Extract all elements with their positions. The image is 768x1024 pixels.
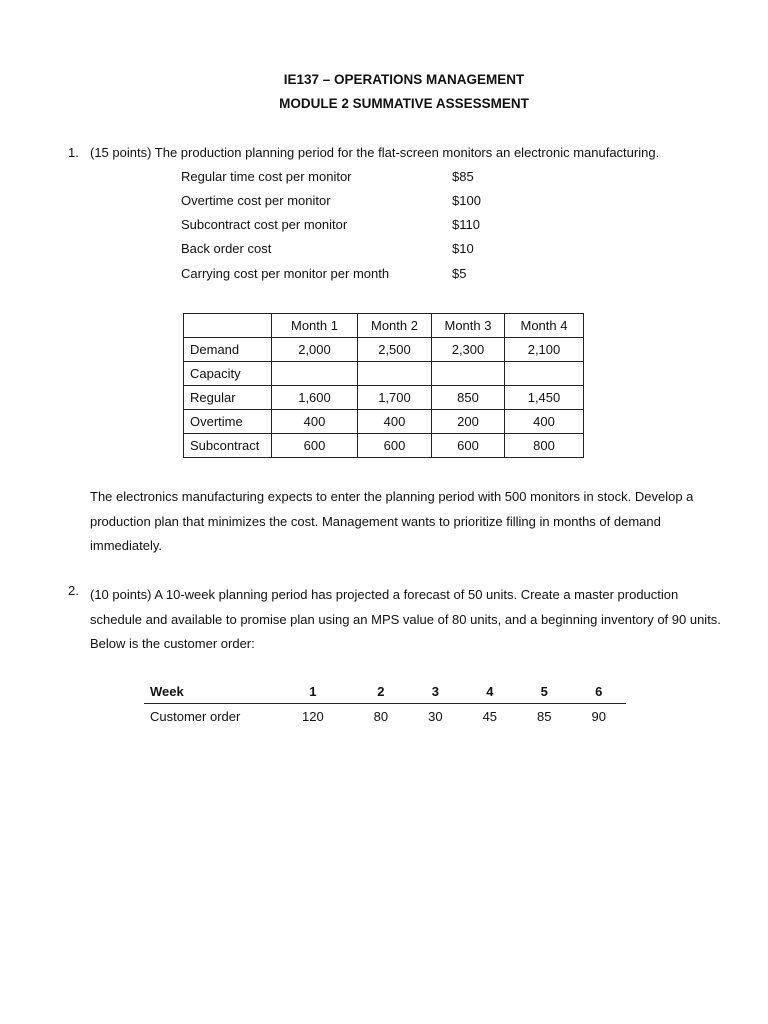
table-cell: Month 1 — [272, 314, 358, 338]
table-cell: 400 — [505, 410, 584, 434]
question-2-paragraph: (10 points) A 10-week planning period has projected a forecast of 50 units. Create a master production schedule and available to promise plan using an MPS value of 80 units, and a beginning inventory of 90 units. Below is the customer order: — [90, 587, 721, 651]
page-title: IE137 – OPERATIONS MANAGEMENT — [283, 72, 525, 87]
table-header-cell: Week — [144, 680, 272, 704]
table-row — [184, 434, 584, 458]
table-cell: 400 — [358, 410, 432, 434]
table-cell: 800 — [505, 434, 584, 458]
table-cell: 1,600 — [272, 386, 358, 410]
table-header-cell: 6 — [572, 680, 627, 704]
table-cell: 85 — [537, 708, 552, 724]
table-cell: 200 — [432, 410, 505, 434]
table-cell: Month 2 — [358, 314, 432, 338]
table-cell: 80 — [373, 708, 389, 724]
page-subtitle: MODULE 2 SUMMATIVE ASSESSMENT — [279, 96, 529, 111]
table-cell: 1,700 — [358, 386, 432, 410]
question-1-intro: (15 points) The production planning period for the flat-screen monitors an electronic manufacturing. — [90, 145, 660, 160]
cost-label: Back order cost — [181, 241, 272, 256]
table-cell — [358, 362, 432, 386]
table-cell: 2,000 — [272, 338, 358, 362]
cost-label: Overtime cost per monitor — [181, 193, 331, 208]
table-header-cell: 4 — [463, 680, 517, 704]
cost-value: $100 — [452, 193, 481, 208]
table-row — [184, 386, 584, 410]
table-header-cell: 2 — [354, 680, 408, 704]
cost-value: $85 — [452, 169, 474, 184]
table-cell: 400 — [272, 410, 358, 434]
table-cell: 90 — [591, 708, 606, 724]
table-cell: 850 — [432, 386, 505, 410]
table-header-cell: 3 — [408, 680, 462, 704]
table-cell: 600 — [358, 434, 432, 458]
capacity-table — [183, 313, 584, 458]
cost-value: $10 — [452, 241, 474, 256]
table-header-row — [184, 314, 584, 338]
table-cell: 600 — [272, 434, 358, 458]
question-2-number: 2. — [68, 583, 79, 598]
table-cell: Overtime — [184, 410, 272, 434]
table-cell: 120 — [301, 708, 324, 724]
table-cell — [432, 362, 505, 386]
table-cell: Customer order — [150, 708, 241, 724]
cost-label: Regular time cost per monitor — [181, 169, 352, 184]
question-1-paragraph: The electronics manufacturing expects to enter the planning period with 500 monitors in stock. Develop a production plan that minimizes the cost. Management wants to prioritize filling in months of demand immediately. — [90, 489, 694, 553]
table-header-cell: 5 — [517, 680, 571, 704]
customer-order-table — [144, 680, 626, 728]
table-cell: Capacity — [184, 362, 272, 386]
table-cell: 2,300 — [432, 338, 505, 362]
cost-label: Carrying cost per monitor per month — [181, 266, 390, 281]
cost-label: Subcontract cost per monitor — [181, 217, 348, 232]
table-row — [184, 338, 584, 362]
table-cell: 1,450 — [505, 386, 584, 410]
table-cell: Month 3 — [432, 314, 505, 338]
table-row — [184, 362, 584, 386]
table-cell: 600 — [432, 434, 505, 458]
table-cell: 2,500 — [358, 338, 432, 362]
table-cell: Month 4 — [505, 314, 584, 338]
table-header-row — [144, 680, 626, 704]
table-cell: 30 — [428, 708, 443, 724]
question-1-number: 1. — [68, 145, 79, 160]
table-header-cell: 1 — [272, 680, 354, 704]
table-cell: Subcontract — [184, 434, 272, 458]
cost-value: $110 — [452, 217, 480, 232]
table-cell: Demand — [184, 338, 272, 362]
table-cell: Regular — [184, 386, 272, 410]
table-row — [144, 704, 626, 729]
table-cell — [272, 362, 358, 386]
table-cell: 45 — [482, 708, 498, 724]
table-row — [184, 410, 584, 434]
table-cell — [505, 362, 584, 386]
table-cell: 2,100 — [505, 338, 584, 362]
table-cell — [184, 314, 272, 338]
cost-value: $5 — [452, 266, 467, 281]
